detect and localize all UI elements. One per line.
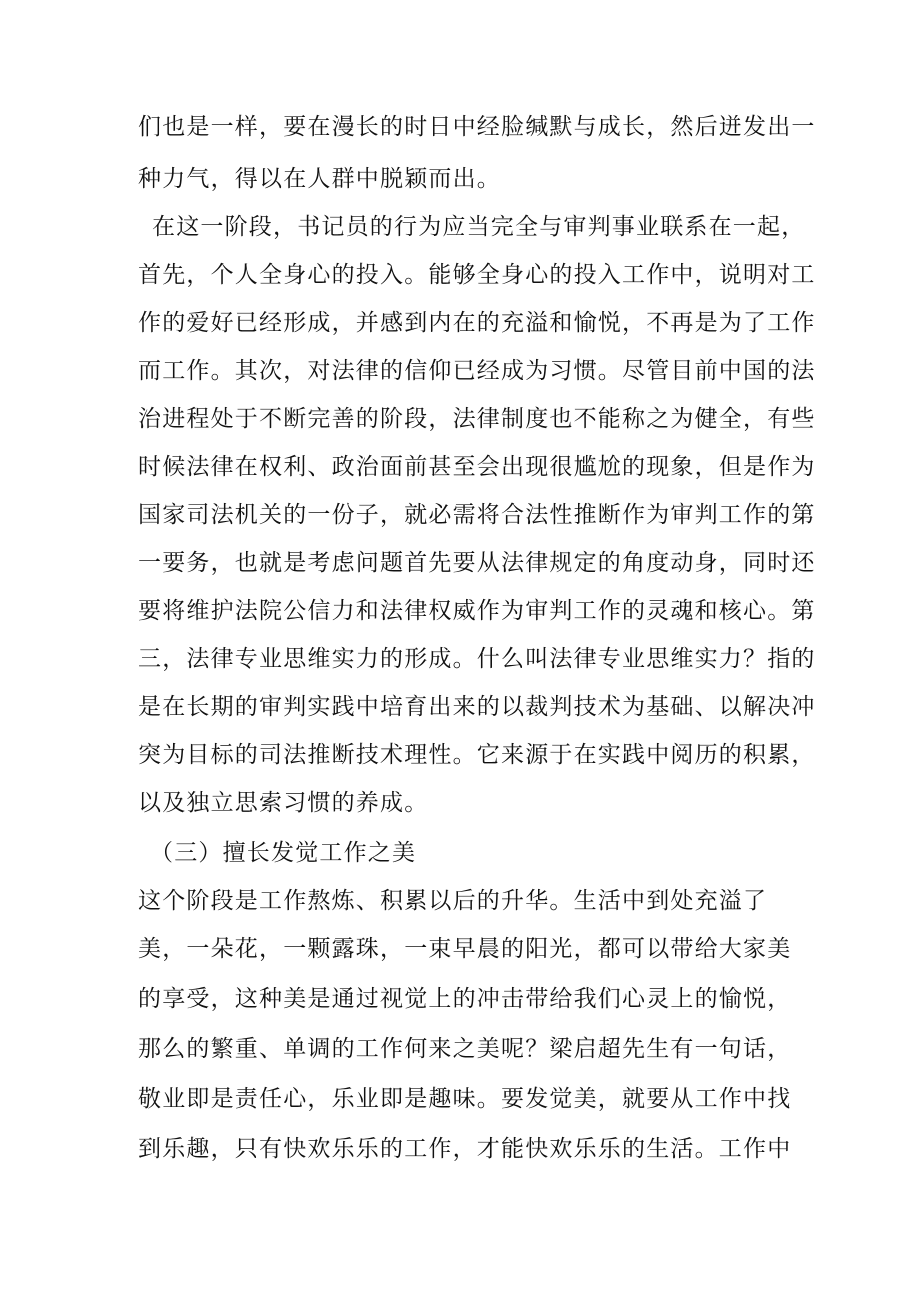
text-line: 敬业即是责任心，乐业即是趣味。要发觉美，就要从工作中找 bbox=[138, 1086, 792, 1112]
text-line: 美，一朵花，一颗露珠，一束早晨的阳光，都可以带给大家美 bbox=[138, 936, 792, 962]
text-line: 作的爱好已经形成，并感到内在的充溢和愉悦，不再是为了工作 bbox=[138, 310, 816, 336]
text-line: 治进程处于不断完善的阶段，法律制度也不能称之为健全，有些 bbox=[138, 406, 816, 432]
text-line: 突为目标的司法推断技术理性。它来源于在实践中阅历的积累， bbox=[138, 742, 816, 768]
section-heading: （三）擅长发觉工作之美 bbox=[150, 840, 417, 866]
text-line: 是在长期的审判实践中培育出来的以裁判技术为基础、以解决冲 bbox=[138, 694, 816, 720]
text-line: 一要务，也就是考虑问题首先要从法律规定的角度动身，同时还 bbox=[138, 550, 816, 576]
text-line: 首先，个人全身心的投入。能够全身心的投入工作中，说明对工 bbox=[138, 262, 816, 288]
text-line: 在这一阶段，书记员的行为应当完全与审判事业联系在一起， bbox=[152, 214, 806, 240]
text-line: 这个阶段是工作熬炼、积累以后的升华。生活中到处充溢了 bbox=[138, 888, 768, 914]
text-line: 们也是一样，要在漫长的时日中经脸缄默与成长，然后迸发出一 bbox=[138, 114, 816, 140]
text-line: 以及独立思索习惯的养成。 bbox=[138, 790, 429, 816]
text-line: 三，法律专业思维实力的形成。什么叫法律专业思维实力？指的 bbox=[138, 646, 816, 672]
text-line: 到乐趣，只有快欢乐乐的工作，才能快欢乐乐的生活。工作中 bbox=[138, 1136, 792, 1162]
text-line: 的享受，这种美是通过视觉上的冲击带给我们心灵上的愉悦， bbox=[138, 986, 792, 1012]
text-line: 种力气，得以在人群中脱颖而出。 bbox=[138, 166, 501, 192]
text-line: 国家司法机关的一份子，就必需将合法性推断作为审判工作的第 bbox=[138, 502, 816, 528]
text-line: 要将维护法院公信力和法律权威作为审判工作的灵魂和核心。第 bbox=[138, 598, 816, 624]
text-line: 时候法律在权利、政治面前甚至会出现很尴尬的现象，但是作为 bbox=[138, 454, 816, 480]
text-line: 那么的繁重、单调的工作何来之美呢？梁启超先生有一句话， bbox=[138, 1036, 792, 1062]
text-line: 而工作。其次，对法律的信仰已经成为习惯。尽管目前中国的法 bbox=[138, 358, 816, 384]
